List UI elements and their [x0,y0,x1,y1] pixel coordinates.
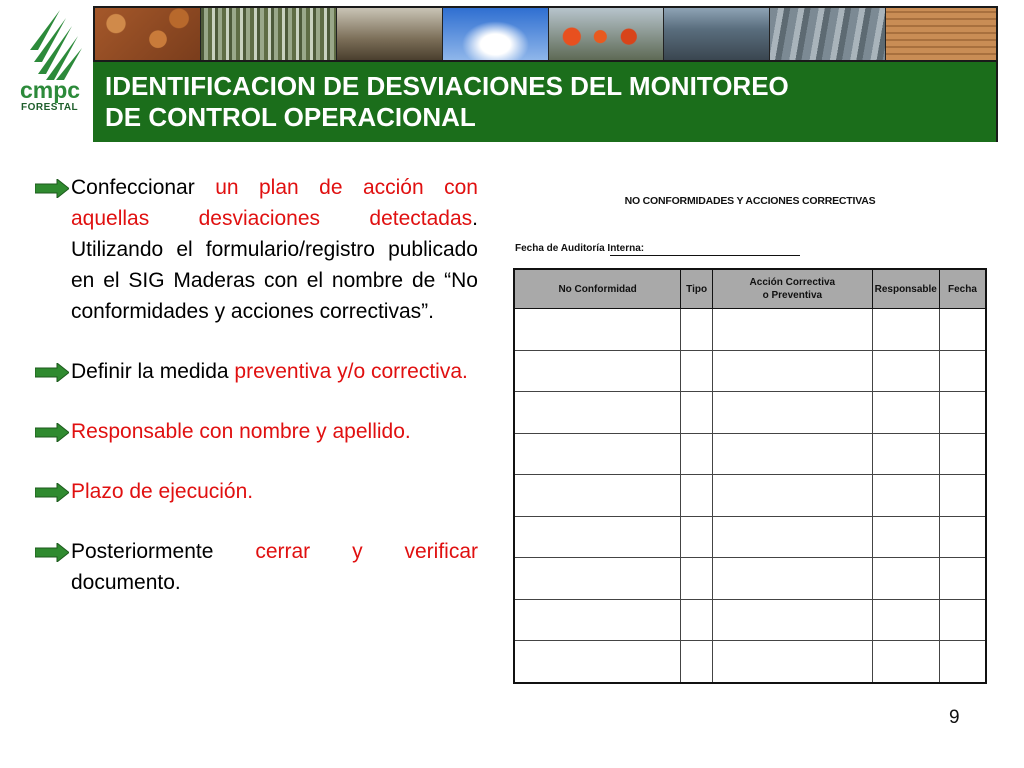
table-cell [514,433,681,475]
slide-title-line-1: IDENTIFICACION DE DESVIACIONES DEL MONITOREO [105,71,789,101]
table-cell [872,558,939,600]
table-cell [713,392,873,434]
table-row [514,599,986,641]
green-arrow-icon [35,363,69,382]
table-cell [872,392,939,434]
workers-photo [549,8,665,60]
bullet-text [71,172,478,327]
slide-title [105,71,985,133]
sky-photo [443,8,549,60]
table-cell [681,475,713,517]
table-row [514,475,986,517]
table-cell [681,599,713,641]
forest-photo [201,8,337,60]
table-cell [713,433,873,475]
body-text: documento. [71,571,181,594]
body-text: Definir la medida [71,360,235,383]
table-cell [681,558,713,600]
form-date-line [610,255,800,256]
table-cell [514,599,681,641]
bullet-item [30,416,478,447]
highlight-text: un plan de acción con aquellas desviaciones detectadas [71,176,478,230]
table-cell [713,599,873,641]
header-photo-strip [93,6,998,62]
factory-photo [664,8,770,60]
table-cell [681,309,713,351]
table-body [514,309,986,683]
page-number: 9 [949,707,960,728]
table-row [514,309,986,351]
highlight-text: preventiva y/o correctiva. [234,360,468,383]
table-cell [713,641,873,683]
col-header-no-conformidad: No Conformidad [514,269,681,309]
sawmill-photo [337,8,443,60]
table-cell [713,475,873,517]
table-row [514,558,986,600]
table-cell [872,475,939,517]
table-row [514,350,986,392]
body-text: Posteriormente [71,540,256,563]
table-cell [939,475,986,517]
bullet-item [30,476,478,507]
table-cell [872,309,939,351]
table-cell [939,599,986,641]
highlight-text: Responsable con nombre y apellido. [71,420,411,443]
nonconformity-form [510,190,990,690]
col-header-fecha: Fecha [939,269,986,309]
table-cell [514,558,681,600]
body-text: . Utilizando el formulario/registro publicado en el SIG Maderas con el nombre de “No conformidades y acciones correctivas”. [71,207,478,323]
table-cell [872,433,939,475]
table-cell [514,641,681,683]
green-arrow-icon [35,423,69,442]
slide-title-bar [93,62,998,142]
bullet-text [71,536,478,598]
logo-sub-text: FORESTAL [21,102,79,113]
table-cell [681,641,713,683]
table-cell [872,516,939,558]
table-cell [681,350,713,392]
cmpc-logo [18,10,92,120]
highlight-text: cerrar y verificar [255,540,478,563]
logo-brand-text: cmpc [20,77,81,103]
table-cell [713,516,873,558]
cmpc-tree-icon [22,10,86,80]
lumber-photo [886,8,996,60]
nonconformity-table [513,268,987,684]
table-cell [514,309,681,351]
table-cell [514,516,681,558]
bullet-text [71,356,478,387]
green-arrow-icon [35,543,69,562]
table-cell [939,433,986,475]
bullet-item [30,536,478,598]
table-cell [939,641,986,683]
bullet-text [71,416,478,447]
bullet-item [30,172,478,327]
table-cell [713,558,873,600]
form-date-label: Fecha de Auditoría Interna: [515,243,645,254]
bullet-item [30,356,478,387]
green-arrow-icon [35,179,69,198]
table-cell [713,350,873,392]
table-cell [514,475,681,517]
table-cell [939,392,986,434]
table-cell [872,350,939,392]
form-title: NO CONFORMIDADES Y ACCIONES CORRECTIVAS [624,195,876,207]
table-cell [681,392,713,434]
bullet-list [30,172,478,627]
col-header-responsable: Responsable [872,269,939,309]
col-header-tipo: Tipo [681,269,713,309]
table-cell [939,350,986,392]
body-text: Confeccionar [71,176,216,199]
bullet-text [71,476,478,507]
table-cell [939,309,986,351]
table-row [514,516,986,558]
col-header-accion: Acción Correctiva o Preventiva [713,269,873,309]
table-cell [872,641,939,683]
table-header-row [514,269,986,309]
table-row [514,392,986,434]
table-cell [939,558,986,600]
machinery-photo [770,8,886,60]
table-cell [681,516,713,558]
table-cell [681,433,713,475]
table-cell [872,599,939,641]
green-arrow-icon [35,483,69,502]
highlight-text: Plazo de ejecución. [71,480,254,503]
table-cell [514,392,681,434]
table-cell [514,350,681,392]
table-row [514,433,986,475]
nuts-photo [95,8,201,60]
table-cell [939,516,986,558]
table-row [514,641,986,683]
table-cell [713,309,873,351]
slide-title-line-2: DE CONTROL OPERACIONAL [105,102,476,132]
